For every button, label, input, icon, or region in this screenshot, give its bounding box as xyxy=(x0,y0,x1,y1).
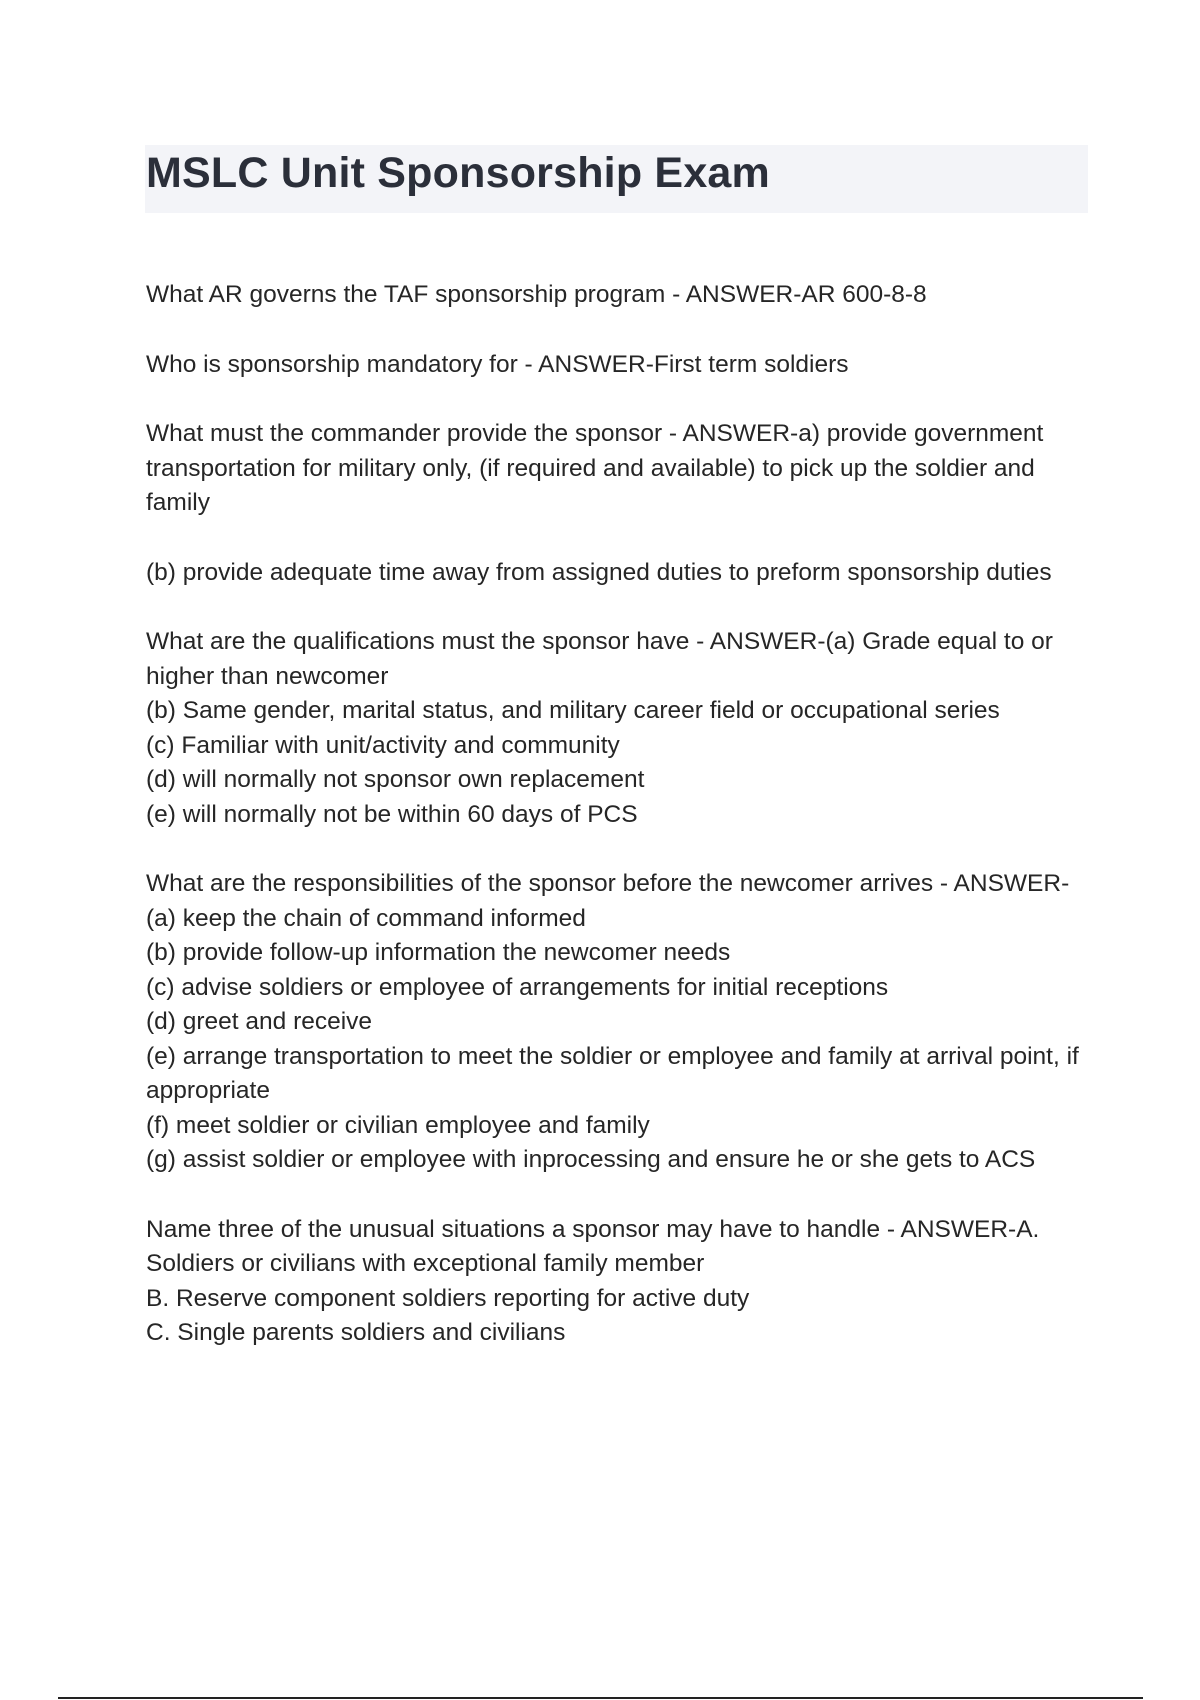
qa-list-line: (c) advise soldiers or employee of arrangements for initial receptions xyxy=(146,973,889,1001)
page-bottom-divider xyxy=(58,1697,1143,1699)
qa-text: What AR governs the TAF sponsorship program - ANSWER-AR 600-8-8 xyxy=(146,281,927,308)
qa-list-line: (c) Familiar with unit/activity and community xyxy=(146,731,620,759)
qa-list xyxy=(146,278,1096,1386)
qa-item-unusual-situations xyxy=(146,1213,1096,1351)
qa-list-line: C. Single parents soldiers and civilians xyxy=(146,1319,566,1346)
qa-text: What must the commander provide the sponsor - ANSWER-a) provide government transportation for military only, (if required and available) to pick up the soldier and family xyxy=(146,420,1044,516)
qa-list-line: (b) Same gender, marital status, and military career field or occupational series xyxy=(146,697,1000,724)
qa-text: (b) provide adequate time away from assigned duties to preform sponsorship duties xyxy=(146,558,1052,586)
qa-item-mandatory-for xyxy=(146,348,1096,383)
qa-list-line: (d) greet and receive xyxy=(146,1008,373,1035)
qa-item-commander-provides-b xyxy=(146,556,1096,591)
qa-item-sponsor-qualifications xyxy=(146,625,1096,832)
qa-text: Name three of the unusual situations a sponsor may have to handle - ANSWER-A. Soldiers or civilians with exceptional family member xyxy=(146,1215,1040,1277)
qa-item-governing-regulation xyxy=(146,278,1096,313)
qa-list-line: B. Reserve component soldiers reporting for active duty xyxy=(146,1284,750,1312)
qa-text: What are the responsibilities of the sponsor before the newcomer arrives - ANSWER-(a) keep the chain of command informed xyxy=(146,870,1070,932)
qa-text: What are the qualifications must the sponsor have - ANSWER-(a) Grade equal to or higher than newcomer xyxy=(146,628,1053,690)
qa-list-line: (d) will normally not sponsor own replacement xyxy=(146,766,645,793)
qa-list-line: (e) will normally not be within 60 days of PCS xyxy=(146,800,638,828)
qa-list-line: (g) assist soldier or employee with inprocessing and ensure he or she gets to ACS xyxy=(146,1146,1036,1173)
qa-list-line: (b) provide follow-up information the newcomer needs xyxy=(146,939,731,966)
qa-text: Who is sponsorship mandatory for - ANSWER-First term soldiers xyxy=(146,350,849,378)
qa-list-line: (f) meet soldier or civilian employee and family xyxy=(146,1111,650,1139)
document-title: MSLC Unit Sponsorship Exam xyxy=(146,149,770,197)
qa-item-sponsor-responsibilities xyxy=(146,867,1096,1178)
qa-list-line: (e) arrange transportation to meet the soldier or employee and family at arrival point, if appropriate xyxy=(146,1042,1079,1104)
qa-item-commander-provides xyxy=(146,417,1096,521)
